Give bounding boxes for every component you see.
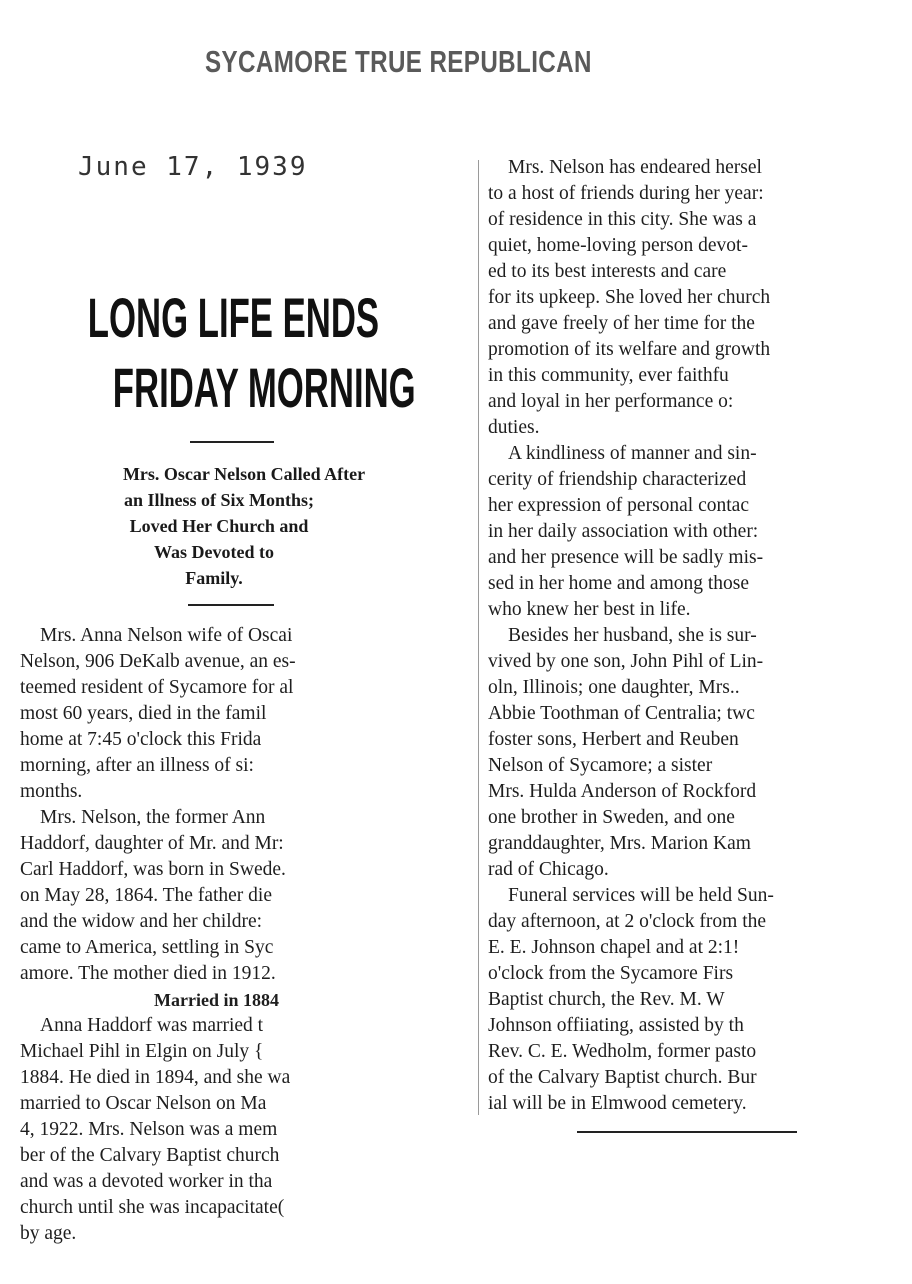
text-line: Nelson, 906 DeKalb avenue, an es- — [20, 651, 296, 672]
text-line: to a host of friends during her year: — [488, 183, 764, 204]
text-line: quiet, home-loving person devot- — [488, 235, 748, 256]
text-line: vived by one son, John Pihl of Lin- — [488, 651, 764, 672]
text-line: Michael Pihl in Elgin on July { — [20, 1041, 264, 1062]
text-line: and was a devoted worker in tha — [20, 1171, 273, 1192]
text-line: day afternoon, at 2 o'clock from the — [488, 911, 767, 932]
text-line: A kindliness of manner and sin- — [508, 443, 757, 464]
text-line: morning, after an illness of si: — [20, 755, 254, 776]
text-line: by age. — [20, 1223, 77, 1244]
text-line: one brother in Sweden, and one — [488, 807, 735, 828]
article-column-1 — [20, 623, 413, 1247]
text-line: ial will be in Elmwood cemetery. — [488, 1093, 747, 1114]
text-line: 1884. He died in 1894, and she wa — [20, 1067, 291, 1088]
text-line: Abbie Toothman of Centralia; twc — [488, 703, 755, 724]
text-line: Funeral services will be held Sun- — [508, 885, 774, 906]
subheadline-line: Family. — [185, 568, 243, 588]
text-line: ber of the Calvary Baptist church — [20, 1145, 280, 1166]
text-line: sed in her home and among those — [488, 573, 750, 594]
headline-divider — [190, 441, 274, 443]
text-line: and gave freely of her time for the — [488, 313, 755, 334]
text-line: of the Calvary Baptist church. Bur — [488, 1067, 757, 1088]
text-line: most 60 years, died in the famil — [20, 703, 267, 724]
text-line: Mrs. Anna Nelson wife of Oscai — [40, 625, 293, 646]
text-line: granddaughter, Mrs. Marion Kam — [488, 833, 751, 854]
text-line: Carl Haddorf, was born in Swede. — [20, 859, 286, 880]
article-column-2 — [488, 155, 883, 1117]
headline-line-1: LONG LIFE ENDS — [87, 286, 380, 349]
text-line: in this community, ever faithfu — [488, 365, 729, 386]
text-line: oln, Illinois; one daughter, Mrs.. — [488, 677, 740, 698]
text-line: foster sons, Herbert and Reuben — [488, 729, 739, 750]
subheadline-line: an Illness of Six Months; — [123, 490, 315, 510]
column-divider — [478, 160, 479, 1115]
text-line: her expression of personal contac — [488, 495, 749, 516]
text-line: amore. The mother died in 1912. — [20, 963, 276, 984]
text-line: of residence in this city. She was a — [488, 209, 757, 230]
subheadline-line: Mrs. Oscar Nelson Called After — [122, 464, 366, 484]
subheadline-line: Loved Her Church and — [129, 516, 309, 536]
masthead-stamp: SYCAMORE TRUE REPUBLICAN — [205, 44, 592, 79]
text-line: and loyal in her performance o: — [488, 391, 734, 412]
text-line: and her presence will be sadly mis- — [488, 547, 764, 568]
text-line: 4, 1922. Mrs. Nelson was a mem — [20, 1119, 278, 1140]
text-line: teemed resident of Sycamore for al — [20, 677, 294, 698]
subheadline-line: Was Devoted to — [154, 542, 274, 562]
article-date: June 17, 1939 — [78, 152, 308, 182]
text-line: Baptist church, the Rev. M. W — [488, 989, 725, 1010]
text-line: home at 7:45 o'clock this Frida — [20, 729, 262, 750]
text-line: Mrs. Nelson, the former Ann — [40, 807, 266, 828]
text-line: Johnson offiiating, assisted by th — [488, 1015, 744, 1036]
headline-line-2: FRIDAY MORNING — [112, 356, 416, 419]
text-line: church until she was incapacitate( — [20, 1197, 285, 1218]
end-rule — [577, 1131, 797, 1133]
text-line: rad of Chicago. — [488, 859, 609, 880]
text-line: Haddorf, daughter of Mr. and Mr: — [20, 833, 284, 854]
text-line: promotion of its welfare and growth — [488, 339, 771, 360]
text-line: Besides her husband, she is sur- — [508, 625, 757, 646]
text-line: for its upkeep. She loved her church — [488, 287, 771, 308]
text-line: ed to its best interests and care — [488, 261, 727, 282]
text-line: Rev. C. E. Wedholm, former pasto — [488, 1041, 757, 1062]
text-line: Mrs. Hulda Anderson of Rockford — [488, 781, 757, 802]
text-line: came to America, settling in Syc — [20, 937, 274, 958]
text-line: Anna Haddorf was married t — [40, 1015, 264, 1036]
text-line: duties. — [488, 417, 540, 438]
text-line: Mrs. Nelson has endeared hersel — [508, 157, 762, 178]
text-line: in her daily association with other: — [488, 521, 759, 542]
text-line: and the widow and her childre: — [20, 911, 263, 932]
text-line: E. E. Johnson chapel and at 2:1! — [488, 937, 740, 958]
section-heading: Married in 1884 — [154, 990, 279, 1010]
subheadline-divider — [188, 604, 274, 606]
text-line: months. — [20, 781, 83, 802]
subheadline — [28, 461, 440, 591]
text-line: married to Oscar Nelson on Ma — [20, 1093, 267, 1114]
text-line: who knew her best in life. — [488, 599, 691, 620]
text-line: on May 28, 1864. The father die — [20, 885, 272, 906]
text-line: Nelson of Sycamore; a sister — [488, 755, 713, 776]
text-line: o'clock from the Sycamore Firs — [488, 963, 734, 984]
text-line: cerity of friendship characterized — [488, 469, 747, 490]
